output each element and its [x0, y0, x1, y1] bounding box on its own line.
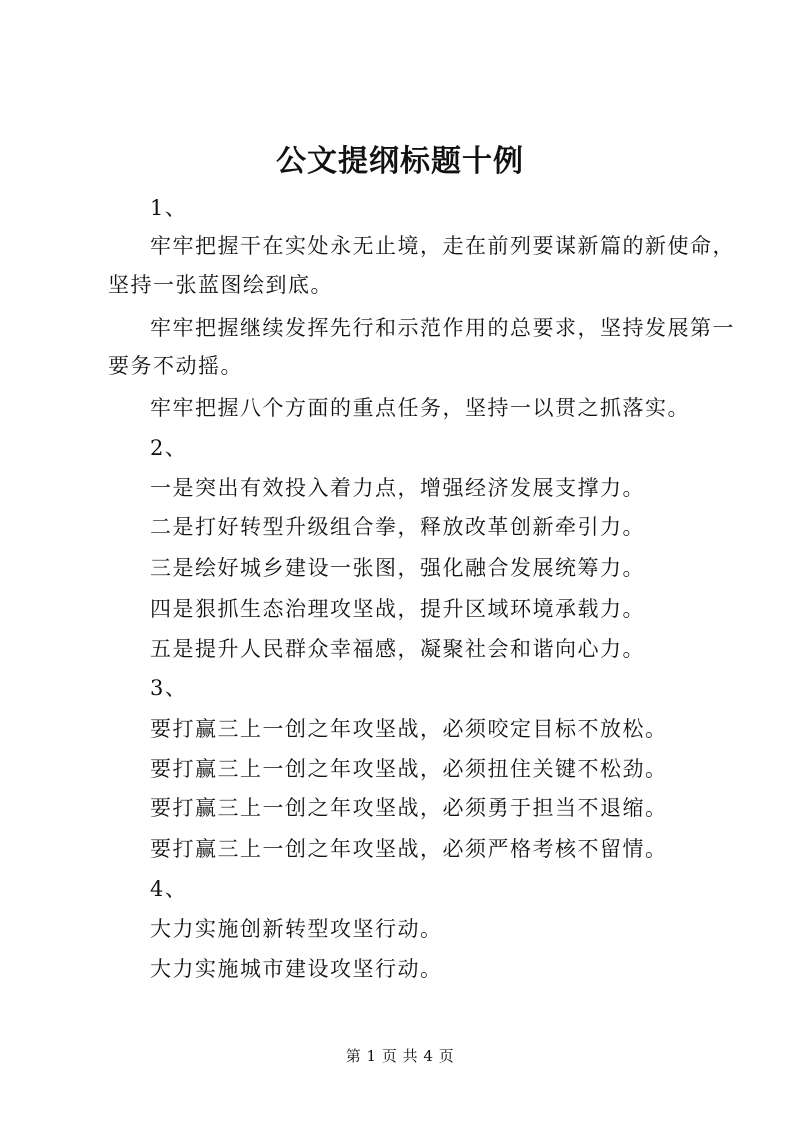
paragraph-line: 坚持一张蓝图绘到底。 — [108, 273, 333, 297]
paragraph-line: 三是绘好城乡建设一张图，强化融合发展统筹力。 — [150, 556, 645, 580]
paragraph-line: 要打赢三上一创之年攻坚战，必须咬定目标不放松。 — [150, 717, 668, 741]
paragraph-line: 要打赢三上一创之年攻坚战，必须扭住关键不松劲。 — [150, 757, 668, 781]
paragraph-line: 大力实施创新转型攻坚行动。 — [150, 917, 443, 941]
paragraph-line: 要打赢三上一创之年攻坚战，必须严格考核不留情。 — [150, 837, 668, 861]
page-footer: 第 1 页 共 4 页 — [345, 1047, 455, 1065]
paragraph-line: 大力实施城市建设攻坚行动。 — [150, 957, 443, 981]
paragraph-line: 牢牢把握干在实处永无止境，走在前列要谋新篇的新使命， — [150, 234, 735, 258]
section-number: 4、 — [150, 877, 188, 901]
section-number: 3、 — [150, 676, 188, 700]
paragraph-line: 要务不动摇。 — [108, 354, 243, 378]
paragraph-line: 牢牢把握八个方面的重点任务，坚持一以贯之抓落实。 — [150, 396, 690, 420]
paragraph-line: 牢牢把握继续发挥先行和示范作用的总要求，坚持发展第一 — [150, 316, 735, 340]
section-number: 1、 — [150, 196, 188, 220]
paragraph-line: 二是打好转型升级组合拳，释放改革创新牵引力。 — [150, 515, 645, 539]
paragraph-line: 五是提升人民群众幸福感，凝聚社会和谐向心力。 — [150, 637, 645, 661]
paragraph-line: 四是狠抓生态治理攻坚战，提升区域环境承载力。 — [150, 597, 645, 621]
section-number: 2、 — [150, 436, 188, 460]
document-title: 公文提纲标题十例 — [276, 144, 524, 179]
paragraph-line: 一是突出有效投入着力点，增强经济发展支撑力。 — [150, 476, 645, 500]
paragraph-line: 要打赢三上一创之年攻坚战，必须勇于担当不退缩。 — [150, 796, 668, 820]
